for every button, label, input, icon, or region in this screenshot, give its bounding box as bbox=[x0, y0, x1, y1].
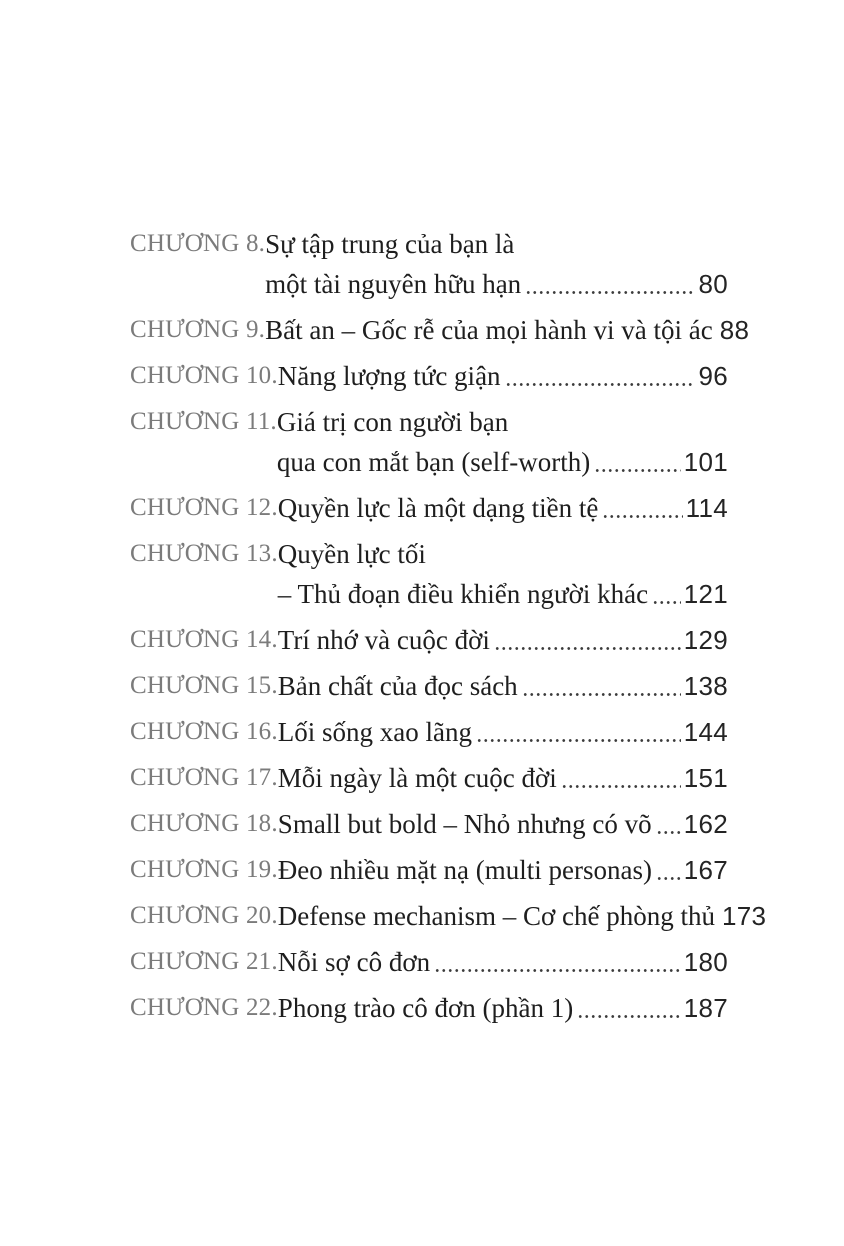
page-number: 101 bbox=[683, 447, 728, 477]
chapter-label: CHƯƠNG 12. bbox=[130, 494, 278, 521]
chapter-title: Nỗi sợ cô đơn bbox=[277, 947, 431, 977]
chapter-title-line bbox=[278, 758, 728, 798]
chapter-body bbox=[278, 850, 728, 890]
toc-entry bbox=[130, 224, 728, 304]
chapter-title: Giá trị con người bạn bbox=[276, 407, 509, 437]
toc-entry bbox=[130, 988, 728, 1028]
chapter-title-line bbox=[278, 356, 728, 396]
toc-entry bbox=[130, 896, 767, 936]
dot-leader bbox=[522, 666, 681, 706]
dot-leader bbox=[494, 620, 681, 660]
chapter-title: qua con mắt bạn (self-worth) bbox=[276, 447, 591, 477]
chapter-title-line bbox=[278, 666, 728, 706]
chapter-body bbox=[278, 534, 728, 614]
chapter-label: CHƯƠNG 19. bbox=[130, 856, 278, 883]
chapter-body bbox=[278, 988, 728, 1028]
dot-leader bbox=[525, 264, 695, 304]
chapter-title: Trí nhớ và cuộc đời bbox=[277, 625, 490, 655]
toc-entry bbox=[130, 310, 750, 350]
chapter-title-line bbox=[278, 574, 728, 614]
page-number: 138 bbox=[683, 671, 728, 701]
chapter-title-line bbox=[278, 712, 728, 752]
chapter-title-line bbox=[278, 850, 728, 890]
chapter-body bbox=[265, 224, 728, 304]
chapter-label: CHƯƠNG 20. bbox=[130, 902, 278, 929]
chapter-label: CHƯƠNG 21. bbox=[130, 948, 278, 975]
chapter-body bbox=[278, 666, 728, 706]
dot-leader bbox=[656, 850, 681, 890]
page-number: 144 bbox=[683, 717, 728, 747]
page-number: 121 bbox=[683, 579, 728, 609]
chapter-title-line bbox=[278, 804, 728, 844]
page-number: 162 bbox=[683, 809, 728, 839]
chapter-title-line bbox=[278, 988, 728, 1028]
chapter-title: Quyền lực là một dạng tiền tệ bbox=[277, 493, 599, 523]
page-number: 167 bbox=[683, 855, 728, 885]
dot-leader bbox=[476, 712, 681, 752]
chapter-label: CHƯƠNG 10. bbox=[130, 362, 278, 389]
page-number: 96 bbox=[698, 361, 728, 391]
chapter-body bbox=[278, 488, 728, 528]
dot-leader bbox=[561, 758, 681, 798]
chapter-label: CHƯƠNG 8. bbox=[130, 230, 266, 257]
chapter-title-line bbox=[265, 310, 750, 350]
toc-entry bbox=[130, 712, 728, 752]
chapter-label: CHƯƠNG 22. bbox=[130, 994, 278, 1021]
chapter-title: Lối sống xao lãng bbox=[277, 717, 473, 747]
chapter-body bbox=[278, 356, 728, 396]
toc-entry bbox=[130, 620, 728, 660]
toc-entry bbox=[130, 850, 728, 890]
chapter-title-line bbox=[278, 488, 728, 528]
chapter-title: Bất an – Gốc rễ của mọi hành vi và tội ác bbox=[265, 315, 713, 345]
chapter-title: Defense mechanism – Cơ chế phòng thủ bbox=[277, 901, 715, 931]
chapter-title-line bbox=[278, 620, 728, 660]
chapter-label: CHƯƠNG 11. bbox=[130, 408, 277, 435]
chapter-body bbox=[278, 620, 728, 660]
chapter-body bbox=[278, 758, 728, 798]
chapter-label: CHƯƠNG 14. bbox=[130, 626, 278, 653]
chapter-title: Sự tập trung của bạn là bbox=[265, 229, 515, 259]
dot-leader bbox=[652, 574, 681, 614]
chapter-title: Đeo nhiều mặt nạ (multi personas) bbox=[277, 855, 652, 885]
toc-entry bbox=[130, 804, 728, 844]
page-number: 114 bbox=[685, 493, 728, 523]
chapter-body bbox=[277, 402, 728, 482]
chapter-title-line bbox=[277, 896, 767, 936]
dot-leader bbox=[594, 442, 680, 482]
toc-entry bbox=[130, 488, 728, 528]
chapter-title: một tài nguyên hữu hạn bbox=[265, 269, 522, 299]
dot-leader bbox=[656, 804, 681, 844]
page-number: 80 bbox=[698, 269, 728, 299]
toc-entry bbox=[130, 534, 728, 614]
chapter-label: CHƯƠNG 18. bbox=[130, 810, 278, 837]
dot-leader bbox=[434, 942, 681, 982]
chapter-label: CHƯƠNG 13. bbox=[130, 540, 278, 567]
dot-leader bbox=[602, 488, 682, 528]
chapter-title: Mỗi ngày là một cuộc đời bbox=[277, 763, 557, 793]
toc-entry bbox=[130, 402, 728, 482]
chapter-title: Bản chất của đọc sách bbox=[277, 671, 518, 701]
chapter-title: Quyền lực tối bbox=[277, 539, 426, 569]
chapter-label: CHƯƠNG 17. bbox=[130, 764, 278, 791]
chapter-body bbox=[278, 942, 728, 982]
chapter-body bbox=[278, 804, 728, 844]
toc-entry bbox=[130, 942, 728, 982]
toc-entry bbox=[130, 758, 728, 798]
page-number: 151 bbox=[683, 763, 728, 793]
chapter-body bbox=[278, 712, 728, 752]
chapter-title-line bbox=[265, 264, 728, 304]
page-number: 187 bbox=[683, 993, 728, 1023]
page-number: 129 bbox=[683, 625, 728, 655]
page-number: 173 bbox=[721, 901, 767, 931]
toc-entry bbox=[130, 666, 728, 706]
chapter-title-line bbox=[277, 442, 728, 482]
chapter-label: CHƯƠNG 9. bbox=[130, 316, 266, 343]
chapter-title: Năng lượng tức giận bbox=[277, 361, 501, 391]
chapter-title: – Thủ đoạn điều khiển người khác bbox=[277, 579, 649, 609]
toc-list bbox=[130, 224, 767, 1034]
chapter-body bbox=[265, 310, 750, 350]
chapter-title-line bbox=[278, 942, 728, 982]
chapter-label: CHƯƠNG 15. bbox=[130, 672, 278, 699]
page-number: 88 bbox=[719, 315, 750, 345]
dot-leader bbox=[577, 988, 680, 1028]
page-number: 180 bbox=[683, 947, 728, 977]
chapter-title: Phong trào cô đơn (phần 1) bbox=[277, 993, 574, 1023]
chapter-label: CHƯƠNG 16. bbox=[130, 718, 278, 745]
chapter-body bbox=[277, 896, 767, 936]
toc-entry bbox=[130, 356, 728, 396]
dot-leader bbox=[505, 356, 696, 396]
chapter-title: Small but bold – Nhỏ nhưng có võ bbox=[277, 809, 652, 839]
